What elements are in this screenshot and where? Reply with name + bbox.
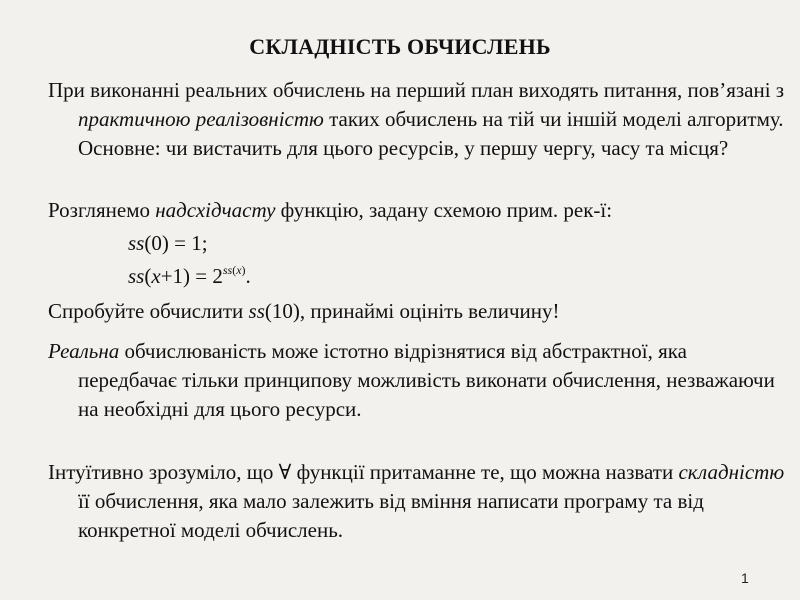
emphasis-text: надсхідчасту (155, 198, 276, 222)
paren: ( (144, 264, 152, 288)
paragraph-complexity (48, 458, 788, 545)
text: При виконанні реальних обчислень на перший план виходять питання, пов’язані з (48, 78, 785, 102)
emphasis-text: складністю (678, 460, 785, 484)
emphasis-text: практичною реалізовністю (78, 107, 324, 131)
text: (10), принаймі оцініть величину! (264, 299, 560, 323)
paragraph-practical-feasibility (48, 76, 788, 163)
function-name: ss (128, 264, 145, 288)
text: Спробуйте обчислити (48, 299, 249, 323)
exponent-variable: x (236, 263, 242, 277)
function-name: ss (128, 231, 145, 255)
formula-text: +1) = 2 (160, 264, 223, 288)
slide-number: 1 (741, 570, 749, 586)
paragraph-real-computability (48, 337, 788, 424)
formula-recursive-case (128, 262, 251, 291)
exponent-paren: ) (241, 263, 246, 277)
text: її обчислення, яка мало залежить від вміння написати програму та від конкретної моделі обчислень. (78, 489, 704, 542)
text: Інтуїтивно зрозуміло, що ∀ функції притаманне те, що можна назвати (48, 460, 679, 484)
emphasis-text: Реальна (48, 339, 120, 363)
text: функцію, задану схемою прим. рек-ї: (275, 198, 613, 222)
exponent-function-name: ss (222, 263, 233, 277)
text: обчислюваність може істотно відрізнятися від абстрактної, яка передбачає тільки принципову можливість виконати обчислення, незважаючи на необхідні для цього ресурси. (78, 339, 775, 421)
formula-base-case (128, 229, 208, 258)
exponent (223, 263, 246, 277)
function-name: ss (248, 299, 265, 323)
paragraph-superexponential-function (48, 196, 788, 225)
slide-title: СКЛАДНІСТЬ ОБЧИСЛЕНЬ (249, 34, 551, 59)
variable: x (151, 264, 161, 288)
period: . (245, 264, 251, 288)
formula-text: (0) = 1; (144, 231, 208, 255)
paragraph-compute-task (48, 297, 788, 326)
text: Розглянемо (48, 198, 156, 222)
text: таких обчислень на тій чи іншій моделі алгоритму. Основне: чи вистачить для цього ресурсів, у першу чергу, часу та місця? (78, 107, 784, 160)
exponent-paren: ( (232, 263, 237, 277)
